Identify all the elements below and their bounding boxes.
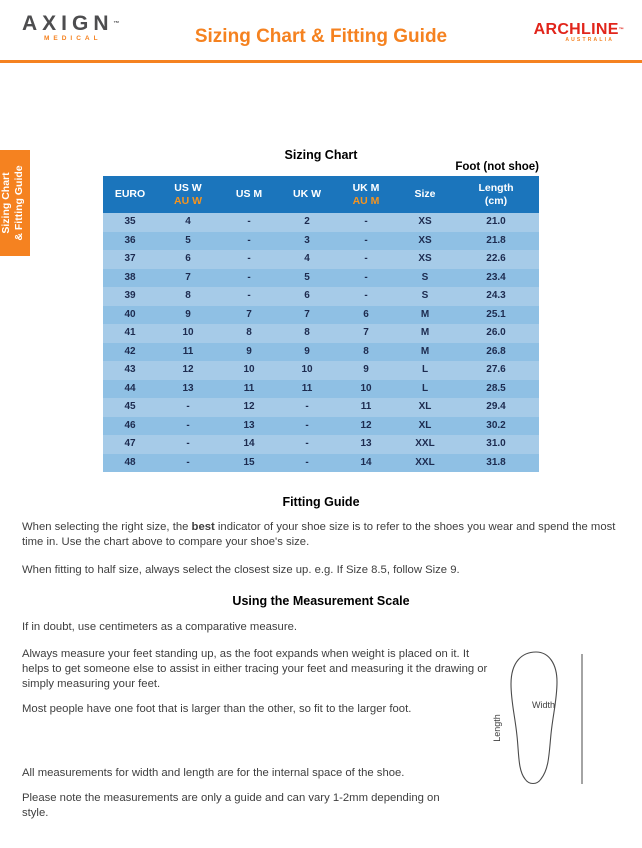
table-cell: 42 <box>124 345 136 357</box>
axign-logo-sub: MEDICAL <box>43 35 102 42</box>
axign-wordmark: AXIGN <box>22 12 114 35</box>
table-cell: - <box>364 290 368 301</box>
table-cell: 13 <box>360 438 372 449</box>
table-cell: 7 <box>246 308 252 320</box>
table-cell: XS <box>418 216 432 227</box>
table-row <box>103 324 539 343</box>
table-cell: 10 <box>182 327 194 338</box>
fitting-guide-para-1 <box>22 520 620 550</box>
table-cell: 26.8 <box>486 345 506 357</box>
sizing-chart-header <box>103 146 539 172</box>
table-row <box>103 213 539 232</box>
column-header-length: Length (cm) <box>453 176 539 213</box>
table-cell: 7 <box>185 271 191 283</box>
fitting-guide-para-1-before: When selecting the right size, the <box>22 521 192 533</box>
table-cell: 48 <box>124 456 136 468</box>
table-cell: 25.1 <box>486 308 506 320</box>
table-cell: - <box>364 216 368 227</box>
table-row <box>103 287 539 306</box>
table-cell: 38 <box>124 271 136 283</box>
page-title: Sizing Chart & Fitting Guide <box>194 26 448 47</box>
table-row <box>103 269 539 288</box>
table-cell: 41 <box>124 327 136 338</box>
table-cell: - <box>186 438 190 449</box>
table-cell: 29.4 <box>486 401 506 412</box>
table-cell: - <box>364 253 368 264</box>
table-cell: 11 <box>301 382 313 394</box>
table-cell: 11 <box>360 401 372 412</box>
table-cell: 27.6 <box>486 364 506 375</box>
axign-logo <box>22 13 120 42</box>
table-cell: S <box>421 271 429 283</box>
table-cell: 6 <box>304 290 310 301</box>
table-cell: - <box>247 290 251 301</box>
table-row <box>103 306 539 325</box>
table-cell: 9 <box>304 345 310 357</box>
archline-logo-sub: AUSTRALIA <box>565 37 614 43</box>
table-cell: 13 <box>182 382 194 394</box>
table-cell: XS <box>418 234 432 246</box>
column-header-us-m: US M <box>219 176 279 213</box>
table-cell: 8 <box>363 345 369 357</box>
table-cell: 24.3 <box>486 290 506 301</box>
table-cell: 46 <box>124 419 136 431</box>
table-cell: 13 <box>243 419 255 431</box>
table-cell: XL <box>418 419 432 431</box>
table-cell: 9 <box>363 364 369 375</box>
table-cell: 9 <box>185 308 191 320</box>
table-row <box>103 398 539 417</box>
archline-trademark: ™ <box>618 27 624 33</box>
table-cell: 8 <box>304 327 310 338</box>
measurement-para-4: All measurements for width and length are for the internal space of the shoe. <box>22 767 405 779</box>
table-cell: 5 <box>185 234 191 246</box>
column-header-euro: EURO <box>103 176 157 213</box>
fitting-guide-heading: Fitting Guide <box>282 495 360 509</box>
column-header-uk-w: UK W <box>279 176 335 213</box>
table-cell: 10 <box>243 364 255 375</box>
measurement-para-1: If in doubt, use centimeters as a comparative measure. <box>22 621 298 633</box>
table-cell: XS <box>418 253 432 264</box>
table-cell: - <box>364 271 368 283</box>
table-cell: 10 <box>360 382 372 394</box>
axign-logo-name <box>22 13 120 35</box>
table-cell: - <box>247 253 251 264</box>
archline-logo-name <box>534 22 624 38</box>
table-cell: 31.8 <box>486 456 506 468</box>
table-cell: 31.0 <box>486 438 506 449</box>
table-cell: 9 <box>246 345 252 357</box>
table-cell: XXL <box>415 438 435 449</box>
table-cell: 8 <box>185 290 191 301</box>
table-cell: - <box>247 271 251 283</box>
table-row <box>103 343 539 362</box>
table-cell: 12 <box>360 419 372 431</box>
sizing-table-head-row <box>103 176 539 213</box>
measurement-para-2: Always measure your feet standing up, as the foot expands when weight is placed on it. It helps to get someone else to assist in either tracing your feet and measuring it the drawing or simply measuring your feet. <box>22 648 488 690</box>
table-cell: 4 <box>185 216 191 227</box>
table-cell: 6 <box>363 308 369 320</box>
table-cell: - <box>247 234 251 246</box>
table-row <box>103 361 539 380</box>
foot-outline-svg <box>492 648 592 790</box>
sizing-table-body <box>103 213 539 472</box>
table-cell: 7 <box>304 308 310 320</box>
table-cell: - <box>305 438 309 449</box>
table-cell: 12 <box>182 364 194 375</box>
column-header-uk-m: UK M AU M <box>335 176 397 213</box>
content <box>0 146 642 821</box>
table-cell: M <box>420 345 430 357</box>
table-cell: 10 <box>301 364 313 375</box>
table-cell: 47 <box>124 438 136 449</box>
foot-not-shoe-label: Foot (not shoe) <box>455 161 539 173</box>
sizing-table-head <box>103 176 539 213</box>
table-cell: 7 <box>363 327 369 338</box>
table-cell: - <box>364 234 368 246</box>
table-row <box>103 380 539 399</box>
table-cell: - <box>305 456 309 468</box>
table-cell: 14 <box>360 456 372 468</box>
table-cell: 21.0 <box>486 216 506 227</box>
sizing-table <box>103 176 539 472</box>
table-cell: 28.5 <box>486 382 506 394</box>
fitting-guide-para-1-after: indicator of your shoe size is to refer to the shoes you wear and spend the most time in. Use the chart above to compare your shoe's size. <box>22 521 616 548</box>
side-tab-label-line2: & Fitting Guide <box>13 165 25 241</box>
length-label: Length <box>492 714 502 742</box>
table-row <box>103 454 539 473</box>
fitting-guide-para-2: When fitting to half size, always select the closest size up. e.g. If Size 8.5, follow Size 9. <box>22 564 460 576</box>
table-cell: 21.8 <box>486 234 506 246</box>
measurement-para-5: Please note the measurements are only a guide and can vary 1-2mm depending on style. <box>22 792 440 819</box>
table-cell: 4 <box>304 253 310 264</box>
table-cell: 43 <box>124 364 136 375</box>
table-cell: 23.4 <box>486 271 506 283</box>
table-cell: - <box>247 216 251 227</box>
table-cell: XL <box>418 401 432 412</box>
table-cell: S <box>421 290 429 301</box>
table-cell: 14 <box>243 438 255 449</box>
table-cell: 36 <box>124 234 136 246</box>
sizing-chart-title: Sizing Chart <box>284 148 358 162</box>
table-cell: 8 <box>246 327 252 338</box>
table-cell: 39 <box>124 290 136 301</box>
table-cell: 6 <box>185 253 191 264</box>
column-header-size: Size <box>397 176 453 213</box>
table-cell: 12 <box>243 401 255 412</box>
archline-wordmark: ARCHLINE <box>533 21 619 38</box>
measurement-para-3: Most people have one foot that is larger than the other, so fit to the larger foot. <box>22 703 412 715</box>
table-cell: 15 <box>243 456 255 468</box>
table-row <box>103 417 539 436</box>
table-cell: 45 <box>124 401 136 412</box>
table-cell: L <box>421 382 429 394</box>
table-row <box>103 250 539 269</box>
column-header-us-w: US W AU W <box>157 176 219 213</box>
table-cell: 30.2 <box>486 419 506 431</box>
axign-trademark: ™ <box>113 21 120 27</box>
fitting-guide-para-1-bold: best <box>191 521 215 533</box>
header-divider <box>0 60 642 63</box>
table-cell: 44 <box>124 382 136 394</box>
foot-measurement-diagram <box>492 648 592 790</box>
table-cell: 11 <box>182 345 194 357</box>
table-cell: 37 <box>124 253 136 264</box>
table-cell: 2 <box>304 216 310 227</box>
table-cell: - <box>305 419 309 431</box>
table-cell: XXL <box>415 456 435 468</box>
table-cell: - <box>305 401 309 412</box>
table-cell: 5 <box>304 271 310 283</box>
table-cell: M <box>420 327 430 338</box>
table-cell: - <box>186 401 190 412</box>
table-cell: 35 <box>124 216 136 227</box>
table-cell: 22.6 <box>486 253 506 264</box>
table-row <box>103 435 539 454</box>
table-cell: L <box>421 364 429 375</box>
side-tab-label-line1: Sizing Chart <box>0 172 12 234</box>
foot-outline <box>511 652 557 784</box>
table-cell: - <box>186 419 190 431</box>
table-cell: 26.0 <box>486 327 506 338</box>
table-cell: M <box>420 308 430 320</box>
table-cell: 11 <box>243 382 255 394</box>
table-cell: 40 <box>124 308 136 320</box>
table-cell: - <box>186 456 190 468</box>
table-row <box>103 232 539 251</box>
width-label: Width <box>532 700 556 710</box>
archline-logo <box>534 22 624 43</box>
measurement-scale-heading: Using the Measurement Scale <box>232 594 410 608</box>
table-cell: 3 <box>304 234 310 246</box>
